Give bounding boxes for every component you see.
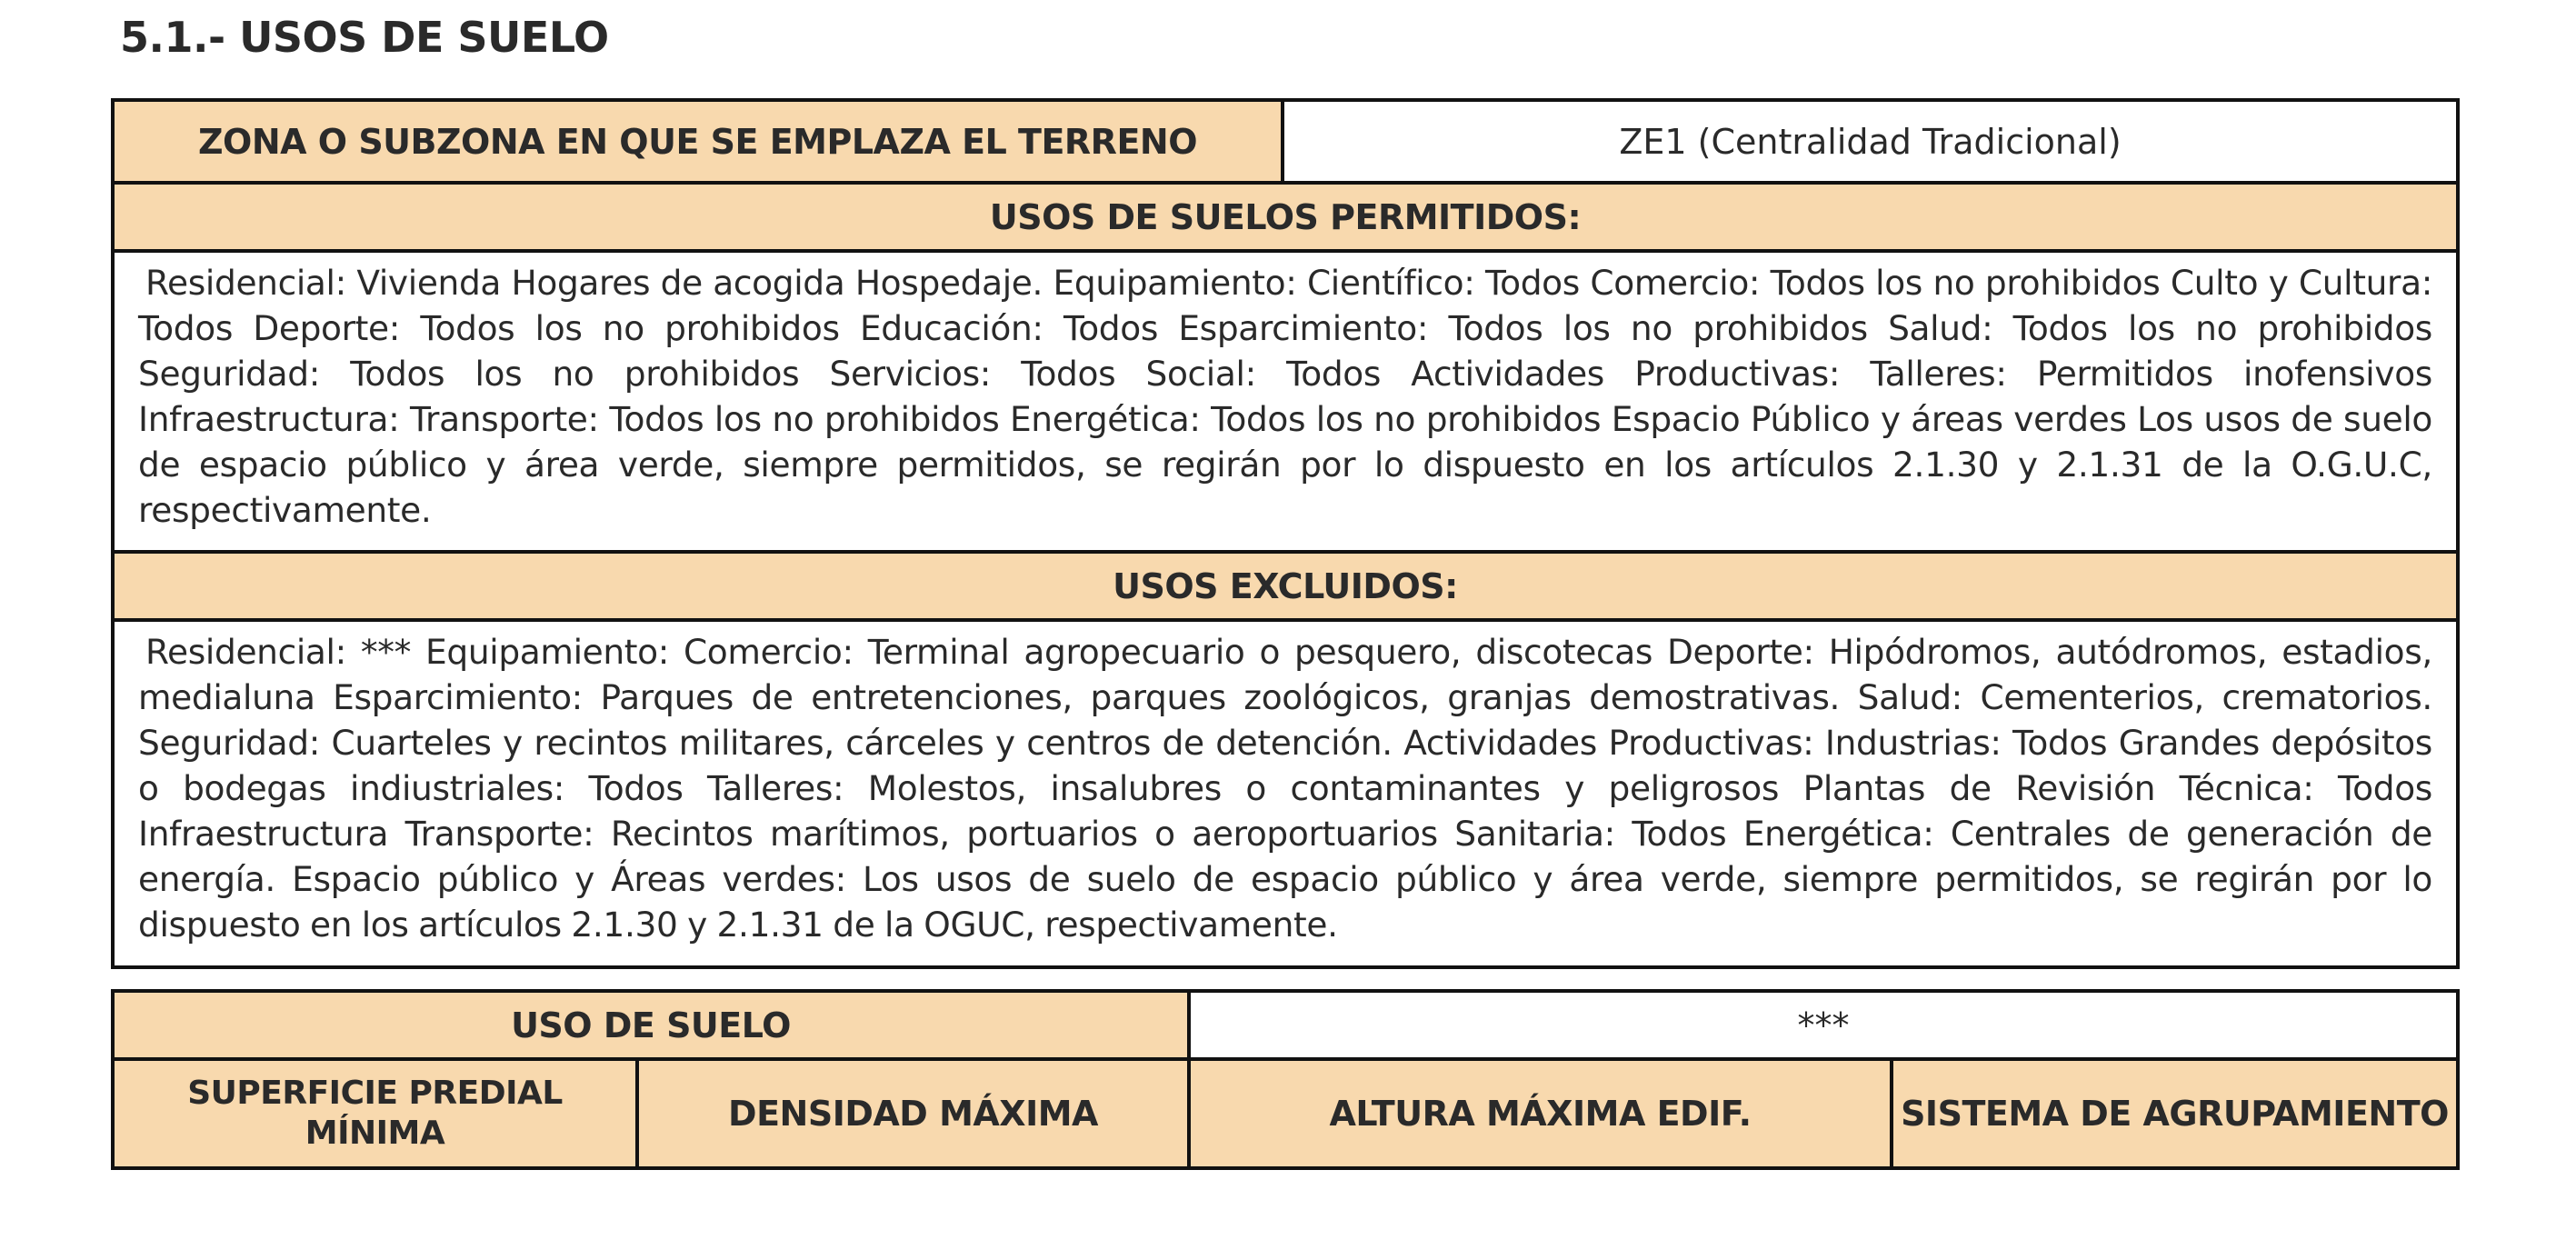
zone-uses-table — [111, 98, 2460, 969]
land-use-label-cell — [113, 991, 1189, 1059]
excluded-uses-header-cell — [113, 552, 2458, 620]
permitted-uses-header-cell — [113, 183, 2458, 251]
section-title: 5.1.- USOS DE SUELO — [120, 13, 609, 62]
max-height-label: ALTURA MÁXIMA EDIF. — [1329, 1094, 1752, 1134]
max-density-header — [637, 1059, 1189, 1168]
land-use-label: USO DE SUELO — [511, 1005, 791, 1045]
grouping-system-label: SISTEMA DE AGRUPAMIENTO — [1901, 1094, 2449, 1134]
permitted-uses-text: Residencial: Vivienda Hogares de acogida Hospedaje. Equipamiento: Científico: Todos Comercio: Todos los no prohibidos Culto y Cultura: Todos Deporte: Todos los no prohibidos Educación: Todos Esparcimiento: Todos los no prohibidos Salud: Todos los no prohibidos Seguridad: Todos los no prohibidos Servicios: Todos Social: Todos Actividades Productivas: Talleres: Permitidos inofensivos Infraestructura: Transporte: Todos los no prohibidos Energética: Todos los no prohibidos Espacio Público y áreas verdes Los usos de suelo de espacio público y área verde, siempre permitidos, se regirán por lo dispuesto en los artículos 2.1.30 y 2.1.31 de la O.G.U.C, respectivamente. — [138, 263, 2432, 530]
excluded-uses-text: Residencial: *** Equipamiento: Comercio: Terminal agropecuario o pesquero, discotecas Deporte: Hipódromos, autódromos, estadios, medialuna Esparcimiento: Parques de entretenciones, parques zoológicos, granjas demostrativas. Salud: Cementerios, crematorios. Seguridad: Cuarteles y recintos militares, cárceles y centros de detención. Actividades Productivas: Industrias: Todos Grandes depósitos o bodegas indiustriales: Todos Talleres: Molestos, insalubres o contaminantes y peligrosos Plantas de Revisión Técnica: Todos Infraestructura Transporte: Recintos marítimos, portuarios o aeroportuarios Sanitaria: Todos Energética: Centrales de generación de energía. Espacio público y Áreas verdes: Los usos de suelo de espacio público y área verde, siempre permitidos, se regirán por lo dispuesto en los artículos 2.1.30 y 2.1.31 de la OGUC, respectivamente. — [138, 632, 2432, 945]
permitted-uses-cell — [113, 251, 2458, 552]
grouping-system-header — [1892, 1059, 2458, 1168]
zone-label: ZONA O SUBZONA EN QUE SE EMPLAZA EL TERRENO — [197, 121, 1198, 162]
land-use-value: *** — [1797, 1005, 1850, 1045]
min-lot-area-label: SUPERFICIE PREDIAL MÍNIMA — [187, 1075, 563, 1152]
permitted-uses-header: USOS DE SUELOS PERMITIDOS: — [989, 196, 1582, 237]
excluded-uses-cell — [113, 620, 2458, 967]
zone-value-cell — [1283, 100, 2458, 183]
max-height-header — [1189, 1059, 1892, 1168]
excluded-uses-header: USOS EXCLUIDOS: — [1113, 565, 1458, 606]
zone-label-cell — [113, 100, 1283, 183]
land-use-value-cell — [1189, 991, 2458, 1059]
land-use-norms-table — [111, 989, 2460, 1170]
max-density-label: DENSIDAD MÁXIMA — [728, 1094, 1098, 1134]
min-lot-area-header — [113, 1059, 637, 1168]
zone-value: ZE1 (Centralidad Tradicional) — [1619, 121, 2122, 162]
